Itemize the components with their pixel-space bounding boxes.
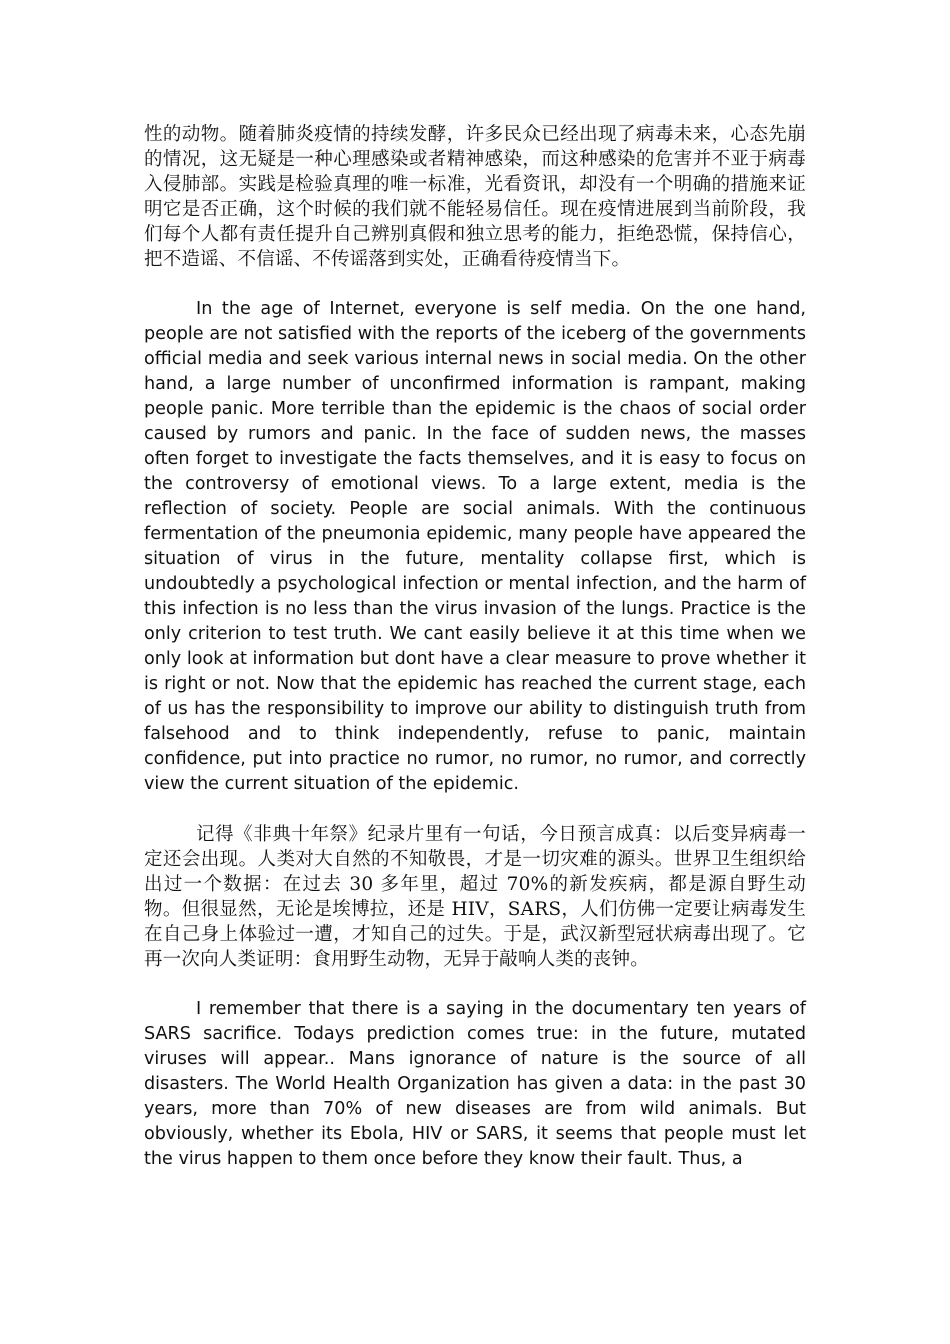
paragraph-zh-2: 记得《非典十年祭》纪录片里有一句话，今日预言成真：以后变异病毒一定还会出现。人类对大自然的不知敬畏，才是一切灾难的源头。世界卫生组织给出过一个数据：在过去 30 多年里，超过 70%的新发疾病，都是源自野生动物。但很显然，无论是埃博拉，还是 HIV，SARS，人们仿佛一定要让病毒发生在自己身上体验过一遭，才知自己的过失。于是，武汉新型冠状病毒出现了。它再一次向人类证明：食用野生动物，无异于敲响人类的丧钟。	[144, 824, 806, 970]
document-page	[144, 122, 806, 1197]
paragraph-zh-1: 性的动物。随着肺炎疫情的持续发酵，许多民众已经出现了病毒未来，心态先崩的情况，这无疑是一种心理感染或者精神感染，而这种感染的危害并不亚于病毒入侵肺部。实践是检验真理的唯一标准，光看资讯，却没有一个明确的措施来证明它是否正确，这个时候的我们就不能轻易信任。现在疫情进展到当前阶段，我们每个人都有责任提升自己辨别真假和独立思考的能力，拒绝恐慌，保持信心，把不造谣、不信谣、不传谣落到实处，正确看待疫情当下。	[144, 124, 806, 270]
paragraph-en-1: In the age of Internet, everyone is self media. On the one hand, people are not satisfied with the reports of the iceberg of the governments official media and seek various internal news in social media. On the other hand, a large number of unconfirmed information is rampant, making people panic. More terrible than the epidemic is the chaos of social order caused by rumors and panic. In the face of sudden news, the masses often forget to investigate the facts themselves, and it is easy to focus on the controversy of emotional views. To a large extent, media is the reflection of society. People are social animals. With the continuous fermentation of the pneumonia epidemic, many people have appeared the situation of virus in the future, mentality collapse first, which is undoubtedly a psychological infection or mental infection, and the harm of this infection is no less than the virus invasion of the lungs. Practice is the only criterion to test truth. We cant easily believe it at this time when we only look at information but dont have a clear measure to prove whether it is right or not. Now that the epidemic has reached the current stage, each of us has the responsibility to improve our ability to distinguish truth from falsehood and to think independently, refuse to panic, maintain confidence, put into practice no rumor, no rumor, no rumor, and correctly view the current situation of the epidemic.	[144, 299, 806, 794]
paragraph-en-2: I remember that there is a saying in the documentary ten years of SARS sacrifice. Todays prediction comes true: in the future, mutated viruses will appear.. Mans ignorance of nature is the source of all disasters. The World Health Organization has given a data: in the past 30 years, more than 70% of new diseases are from wild animals. But obviously, whether its Ebola, HIV or SARS, it seems that people must let the virus happen to them once before they know their fault. Thus, a	[144, 999, 806, 1169]
